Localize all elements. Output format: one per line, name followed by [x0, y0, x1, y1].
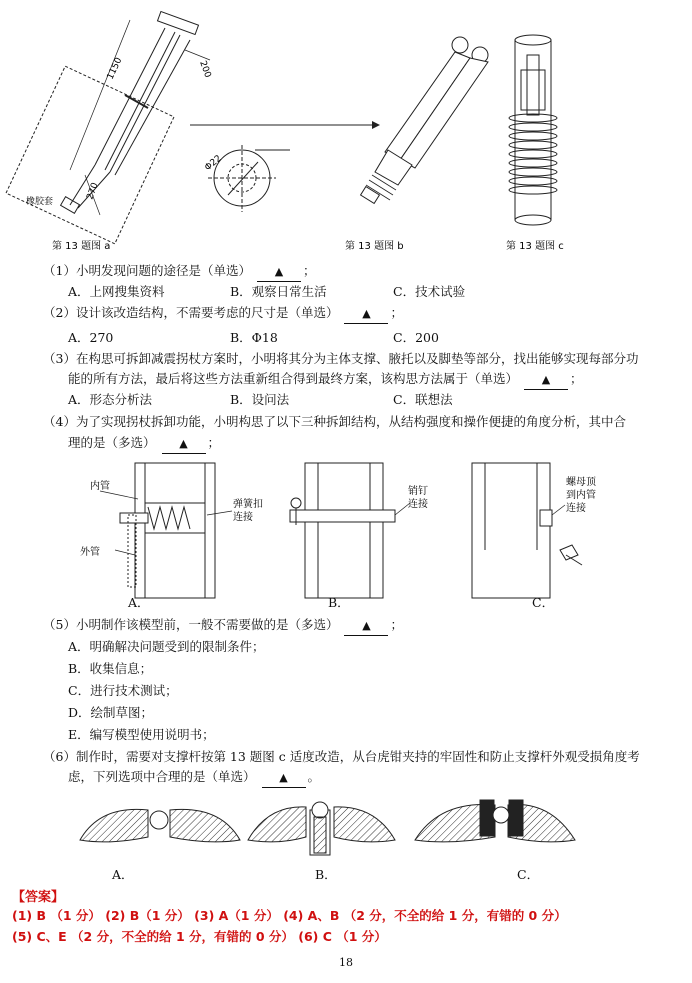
cross-section-drawing: [208, 145, 290, 212]
q4-option-c: C．: [532, 595, 555, 610]
answer-title: 【答案】: [12, 890, 65, 905]
dim-200: 200: [197, 59, 213, 80]
q3-option-a: A．形态分析法: [68, 392, 153, 407]
label-screw-1: 螺母顶: [566, 477, 596, 488]
label-screw-2: 到内管: [566, 490, 596, 501]
rubber-label: 橡胶套: [26, 197, 54, 207]
q4-text-line-2: 理的是（多选）: [68, 435, 156, 450]
q2-answer-blank[interactable]: ▲: [344, 304, 388, 324]
question-1: （1）小明发现问题的途径是（单选） ▲ ；: [43, 262, 315, 282]
q5-option-c: C．进行技术测试；: [68, 683, 178, 698]
page-number: 18: [339, 956, 353, 969]
modified-crutch-drawing: [361, 37, 488, 203]
q5-num: （5）: [43, 617, 76, 632]
q5-option-a: A．明确解决问题受到的限制条件；: [68, 639, 265, 654]
crutch-drawing: [6, 11, 213, 243]
question-4-line-2: 理的是（多选） ▲ ；: [68, 434, 220, 454]
q1-option-b: B．观察日常生活: [230, 284, 327, 299]
arrow-head-icon: [372, 121, 380, 129]
q5-text: 小明制作该模型前，一般不需要做的是（多选）: [75, 617, 339, 632]
vise-option-a-drawing: [80, 809, 240, 842]
label-screw-3: 连接: [566, 503, 586, 514]
q6-text-line-2: 虑，下列选项中合理的是（单选）: [68, 769, 256, 784]
q3-num: （3）: [43, 351, 76, 366]
label-inner-tube: 内管: [90, 481, 110, 492]
q5-answer-blank[interactable]: ▲: [344, 616, 388, 636]
vise-option-b-drawing: [248, 802, 395, 855]
q6-num: （6）: [43, 749, 76, 764]
question-3-line-1: [43, 350, 638, 368]
q4-answer-blank[interactable]: ▲: [162, 434, 206, 454]
q1-answer-blank[interactable]: ▲: [257, 262, 301, 282]
q6-option-b: B．: [315, 867, 337, 882]
q3-option-c: C．联想法: [393, 392, 453, 407]
question-3-line-2: 能的所有方法，最后将这些方法重新组合得到最终方案，该构思方法属于（单选） ▲ ；: [68, 370, 583, 390]
answer-line-2: (5) C、E （2 分，不全的给 1 分，有错的 0 分） (6) C （1 分）: [12, 929, 387, 944]
vise-option-c-drawing: [415, 800, 575, 842]
q5-option-b: B．收集信息；: [68, 661, 153, 676]
fig-a-caption: 第 13 题图 a: [52, 241, 111, 252]
structure-a-drawing: [100, 463, 232, 598]
label-outer-tube: 外管: [80, 547, 100, 558]
q4-num: （4）: [43, 414, 76, 429]
q2-option-b: B．Φ18: [230, 330, 278, 345]
q5-option-d: D．绘制草图；: [68, 705, 154, 720]
label-spring-buckle-2: 连接: [233, 512, 253, 523]
q2-option-a: A．270: [68, 330, 114, 345]
question-5: （5）小明制作该模型前，一般不需要做的是（多选） ▲ ；: [43, 616, 403, 636]
q5-option-e: E．编写模型使用说明书；: [68, 727, 215, 742]
q6-option-a: A．: [112, 867, 134, 882]
q1-text: 小明发现问题的途径是（单选）: [75, 263, 251, 278]
answer-line-1: (1) B （1 分） (2) B（1 分） (3) A（1 分） (4) A、B （2 分，不全的给 1 分，有错的 0 分）: [12, 908, 567, 923]
dim-1150: 1150: [105, 56, 125, 82]
q3-text-line-1: 在构思可拆卸减震拐杖方案时，小明将其分为主体支撑、腋托以及脚垫等部分，找出能够实现每部分功: [75, 351, 639, 366]
structure-b-drawing: [290, 463, 410, 598]
q4-structures-figure: [0, 455, 692, 615]
question-6-line-2: 虑，下列选项中合理的是（单选） ▲ 。: [68, 768, 320, 788]
q4-option-b: B．: [328, 595, 350, 610]
dim-270: 270: [85, 181, 101, 202]
q3-answer-blank[interactable]: ▲: [524, 370, 568, 390]
question-4-line-1: [43, 413, 626, 431]
q2-num: （2）: [43, 305, 76, 320]
q4-text-line-1: 为了实现拐杖拆卸功能，小明构思了以下三种拆卸结构，从结构强度和操作便捷的角度分析，其中合: [75, 414, 626, 429]
q4-option-a: A．: [128, 595, 150, 610]
spring-tube-drawing: [509, 35, 557, 225]
dim-phi22: Φ22: [203, 153, 224, 174]
q3-text-line-2: 能的所有方法，最后将这些方法重新组合得到最终方案，该构思方法属于（单选）: [68, 371, 519, 386]
q6-option-c: C．: [517, 867, 540, 882]
figure-row-13: [0, 0, 692, 260]
label-pin-1: 销钉: [408, 486, 428, 497]
q6-vise-figure: [0, 795, 692, 865]
fig-b-caption: 第 13 题图 b: [345, 241, 404, 252]
q2-text: 设计该改造结构，不需要考虑的尺寸是（单选）: [75, 305, 339, 320]
q1-num: （1）: [43, 263, 76, 278]
label-pin-2: 连接: [408, 499, 428, 510]
q1-option-a: A．上网搜集资料: [68, 284, 165, 299]
question-6-line-1: [43, 748, 640, 766]
q2-option-c: C．200: [393, 330, 439, 345]
fig-c-caption: 第 13 题图 c: [506, 241, 564, 252]
q1-option-c: C．技术试验: [393, 284, 466, 299]
q6-answer-blank[interactable]: ▲: [262, 768, 306, 788]
question-2: （2）设计该改造结构，不需要考虑的尺寸是（单选） ▲ ；: [43, 304, 403, 324]
label-spring-buckle-1: 弹簧扣: [233, 499, 263, 510]
q3-option-b: B．设问法: [230, 392, 290, 407]
q6-text-line-1: 制作时，需要对支撑杆按第 13 题图 c 适度改造，从台虎钳夹持的牢固性和防止支撑杆外观受损角度考: [75, 749, 640, 764]
